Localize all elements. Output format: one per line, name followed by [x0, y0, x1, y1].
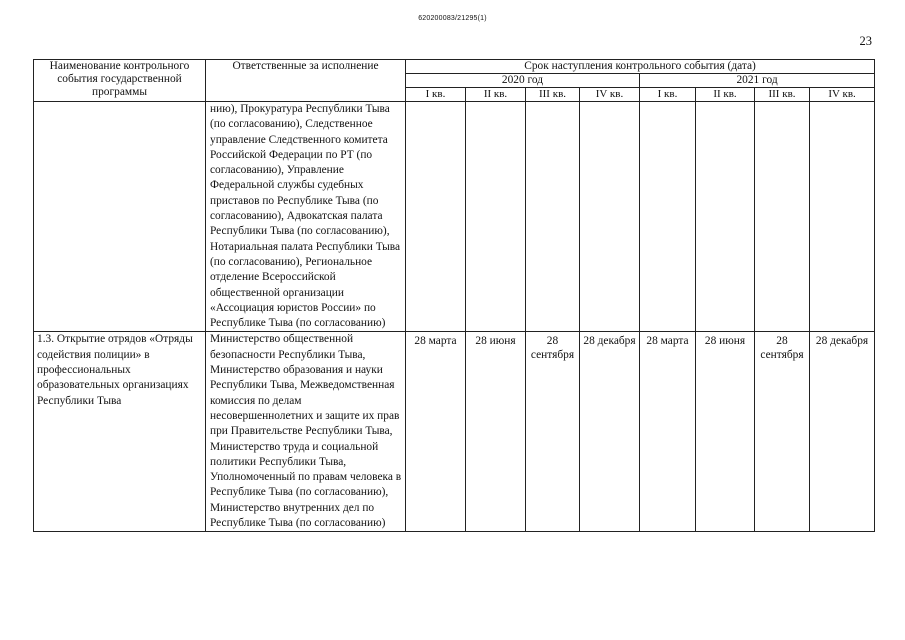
date-cell: 28 июня [696, 332, 755, 532]
header-quarter: III кв. [526, 88, 580, 102]
date-cell: 28 декабря [580, 332, 640, 532]
header-quarter: IV кв. [580, 88, 640, 102]
date-cell [696, 102, 755, 332]
header-quarter: III кв. [755, 88, 810, 102]
control-events-table [33, 59, 875, 532]
header-deadline: Срок наступления контрольного события (дата) [406, 60, 875, 74]
header-year-2020: 2020 год [406, 74, 640, 88]
responsible-cell: нию), Прокуратура Республики Тыва (по согласованию), Следственное управление Следственного комитета Российской Федерации по РТ (по согласованию), Управление Федеральной службы судебных приставов по Республике Тыва (по согласованию), Адвокатская палата Республики Тыва (по согласованию), Нотариальная палата Республики Тыва (по согласованию), Региональное отделение Всероссийской общественной организации «Ассоциация юристов России» по Республике Тыва (по согласованию) [206, 102, 406, 332]
header-event-name: Наименование контрольного события государственной программы [34, 60, 206, 102]
date-cell: 28 марта [406, 332, 466, 532]
responsible-cell: Министерство общественной безопасности Республики Тыва, Министерство образования и науки Республики Тыва, Межведомственная комиссия по делам несовершеннолетних и защите их прав при Правительстве Республики Тыва, Министерство труда и социальной политики Республики Тыва, Уполномоченный по правам человека в Республике Тыва (по согласованию), Министерство внутренних дел по Республике Тыва (по согласованию) [206, 332, 406, 532]
date-cell [755, 102, 810, 332]
header-quarter: II кв. [466, 88, 526, 102]
date-cell [406, 102, 466, 332]
document-id: 620200083/21295(1) [418, 15, 487, 22]
header-year-2021: 2021 год [640, 74, 875, 88]
event-name-cell: 1.3. Открытие отрядов «Отряды содействия полиции» в профессиональных образовательных организациях Республики Тыва [34, 332, 206, 532]
header-quarter: I кв. [406, 88, 466, 102]
date-cell [466, 102, 526, 332]
table-row [34, 102, 875, 332]
date-cell: 28 марта [640, 332, 696, 532]
date-cell: 28 июня [466, 332, 526, 532]
date-cell [580, 102, 640, 332]
table-row [34, 332, 875, 532]
event-name-cell [34, 102, 206, 332]
header-quarter: II кв. [696, 88, 755, 102]
date-cell [526, 102, 580, 332]
header-responsible: Ответственные за исполнение [206, 60, 406, 102]
header-row-1 [34, 60, 875, 74]
date-cell: 28 декабря [810, 332, 875, 532]
date-cell [810, 102, 875, 332]
header-quarter: IV кв. [810, 88, 875, 102]
date-cell: 28 сентября [755, 332, 810, 532]
date-cell [640, 102, 696, 332]
header-quarter: I кв. [640, 88, 696, 102]
date-cell: 28 сентября [526, 332, 580, 532]
page-number: 23 [859, 34, 872, 48]
